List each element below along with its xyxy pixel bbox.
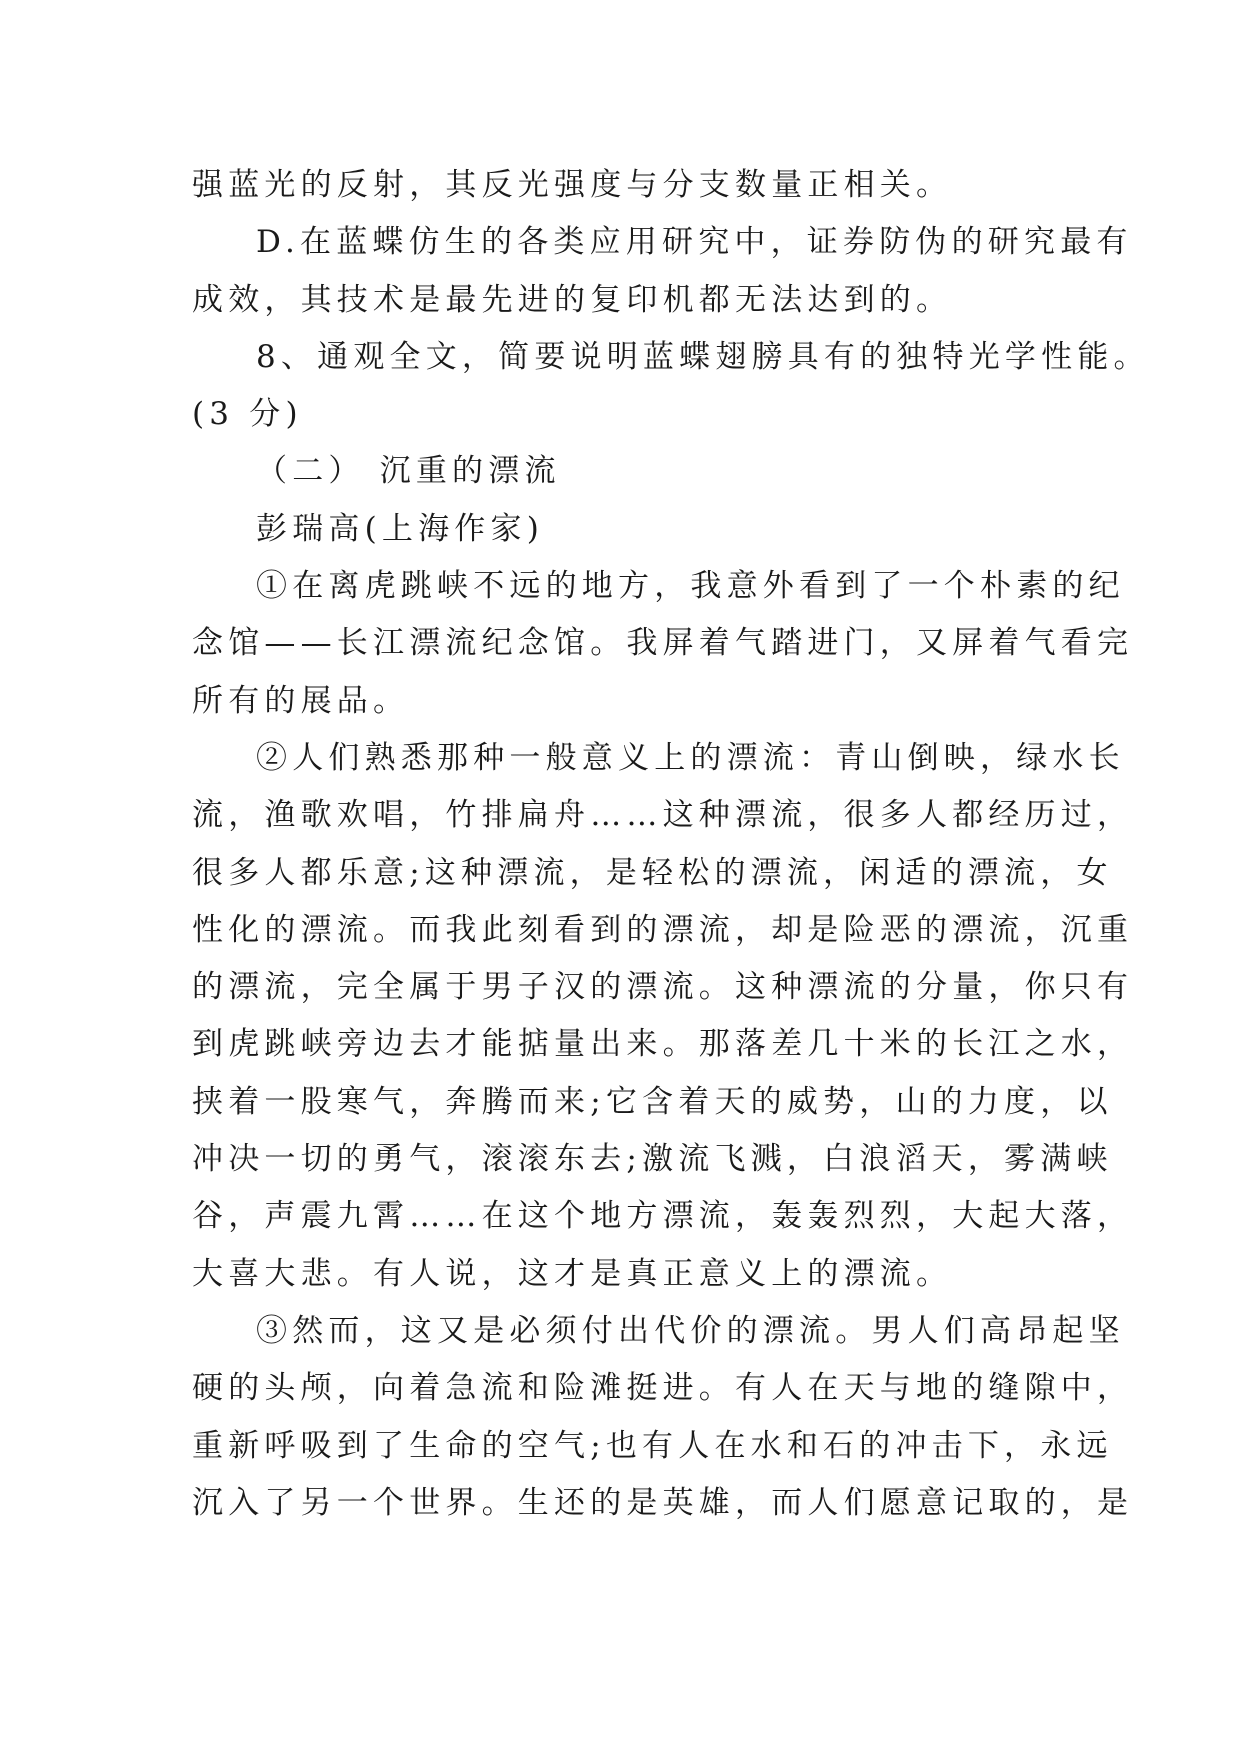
text-line: 彭瑞高(上海作家) <box>256 510 544 547</box>
text-line: 重新呼吸到了生命的空气;也有人在水和石的冲击下，永远 <box>192 1427 1113 1464</box>
text-line: 成效，其技术是最先进的复印机都无法达到的。 <box>192 281 953 318</box>
text-line: 冲决一切的勇气，滚滚东去;激流飞溅，白浪滔天，雾满峡 <box>192 1141 1113 1178</box>
text-line: 挟着一股寒气，奔腾而来;它含着天的威势，山的力度，以 <box>192 1083 1113 1120</box>
document-body <box>192 157 1150 1532</box>
text-line: ②人们熟悉那种一般意义上的漂流：青山倒映，绿水长 <box>256 739 1125 776</box>
text-line: 大喜大悲。有人说，这才是真正意义上的漂流。 <box>192 1255 953 1292</box>
text-line: 性化的漂流。而我此刻看到的漂流，却是险恶的漂流，沉重 <box>192 911 1134 948</box>
text-line: 到虎跳峡旁边去才能掂量出来。那落差几十米的长江之水， <box>192 1026 1134 1063</box>
text-line: 8、通观全文，简要说明蓝蝶翅膀具有的独特光学性能。 <box>256 338 1150 375</box>
text-line: 念馆——长江漂流纪念馆。我屏着气踏进门，又屏着气看完 <box>192 625 1134 662</box>
text-line: 硬的头颅，向着急流和险滩挺进。有人在天与地的缝隙中， <box>192 1370 1134 1407</box>
text-line: D.在蓝蝶仿生的各类应用研究中，证券防伪的研究最有 <box>256 224 1133 261</box>
text-line: 的漂流，完全属于男子汉的漂流。这种漂流的分量，你只有 <box>192 969 1134 1006</box>
text-line: （二） 沉重的漂流 <box>256 453 561 490</box>
text-line: 沉入了另一个世界。生还的是英雄，而人们愿意记取的，是 <box>192 1484 1134 1521</box>
text-line: ①在离虎跳峡不远的地方，我意外看到了一个朴素的纪 <box>256 568 1125 605</box>
text-line: (3 分) <box>192 396 303 433</box>
text-line: 所有的展品。 <box>192 682 410 719</box>
text-line: 强蓝光的反射，其反光强度与分支数量正相关。 <box>192 167 953 203</box>
text-line: 谷，声震九霄……在这个地方漂流，轰轰烈烈，大起大落， <box>192 1198 1134 1235</box>
text-line: 流，渔歌欢唱，竹排扁舟……这种漂流，很多人都经历过， <box>192 797 1134 834</box>
text-line: ③然而，这又是必须付出代价的漂流。男人们高昂起坚 <box>256 1312 1125 1349</box>
text-line: 很多人都乐意;这种漂流，是轻松的漂流，闲适的漂流，女 <box>192 854 1113 891</box>
